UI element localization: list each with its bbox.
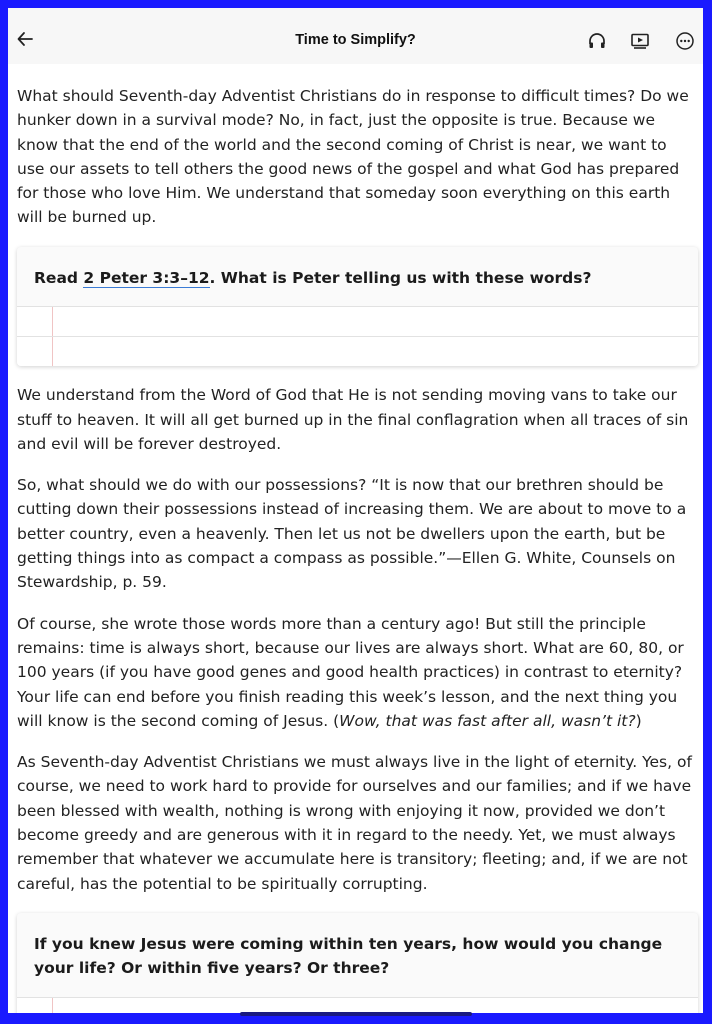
app-window bbox=[8, 8, 703, 1013]
audio-button[interactable] bbox=[586, 30, 608, 52]
paragraph-3: So, what should we do with our possessions? “It is now that our brethren should be cutting down their possessions instead of increasing them. We are about to move to a better country, even a heavenly. Then let us not be dwellers upon the earth, but be getting things into as compact a compass as possible.”—Ellen G. White, Counsels on Stewardship, p. 59. bbox=[17, 476, 687, 592]
lesson-content bbox=[17, 84, 697, 1013]
question-card-2 bbox=[17, 913, 698, 1013]
paragraph-1: What should Seventh-day Adventist Christians do in response to difficult times? Do we hunker down in a survival mode? No, in fact, just the opposite is true. Because we know that the end of the world and the second coming of Christ is near, we want to use our assets to tell others the good news of the gospel and what God has prepared for those who love Him. We understand that someday soon everything on this earth will be burned up. bbox=[17, 87, 689, 227]
question-2-text: If you knew Jesus were coming within ten years, how would you change your life? Or within five years? Or three? bbox=[34, 934, 663, 978]
paragraph-4-main: Of course, she wrote those words more than a century ago! But still the principle remains: time is always short, because our lives are always short. What are 60, 80, or 100 years (if you have good genes and good health practices) in contrast to eternity? Your life can end before you finish reading this week’s lesson, and the next thing you will know is the second coming of Jesus. ( bbox=[17, 614, 684, 730]
question-card-1 bbox=[17, 247, 698, 367]
video-play-icon bbox=[630, 31, 650, 51]
answer-input-2[interactable] bbox=[17, 997, 698, 1013]
more-circle-icon bbox=[675, 31, 695, 51]
question-1-text bbox=[17, 247, 698, 307]
page-title: Time to Simplify? bbox=[295, 32, 416, 48]
paragraph-5: As Seventh-day Adventist Christians we must always live in the light of eternity. Yes, of course, we need to work hard to provide for ourselves and our families; and if we have been blessed with wealth, nothing is wrong with enjoying it now, provided we don’t become greedy and are generous with it in regard to the needy. Yet, we must always remember that whatever we accumulate here is transitory; fleeting; and, if we are not careful, has the potential to be spiritually corrupting. bbox=[17, 753, 692, 893]
headphones-icon bbox=[587, 31, 607, 51]
paragraph-4-end: ) bbox=[635, 711, 642, 730]
question-1-prefix: Read bbox=[34, 268, 84, 287]
answer-line[interactable] bbox=[17, 336, 698, 366]
more-options-button[interactable] bbox=[674, 30, 696, 52]
home-indicator bbox=[240, 1012, 472, 1016]
paragraph-2: We understand from the Word of God that He is not sending moving vans to take our stuff to heaven. It will all get burned up in the final conflagration when all traces of sin and evil will be forever destroyed. bbox=[17, 386, 689, 453]
video-button[interactable] bbox=[629, 30, 651, 52]
answer-line[interactable] bbox=[17, 306, 698, 336]
paragraph-4-italic: Wow, that was fast after all, wasn’t it? bbox=[339, 711, 636, 730]
scripture-link[interactable]: 2 Peter 3:3–12 bbox=[83, 268, 210, 287]
top-navigation-bar bbox=[8, 8, 703, 64]
paragraph-4 bbox=[17, 612, 697, 733]
answer-input-1[interactable] bbox=[17, 306, 698, 366]
answer-line[interactable] bbox=[17, 997, 698, 1013]
question-1-suffix: . What is Peter telling us with these words? bbox=[209, 268, 592, 287]
